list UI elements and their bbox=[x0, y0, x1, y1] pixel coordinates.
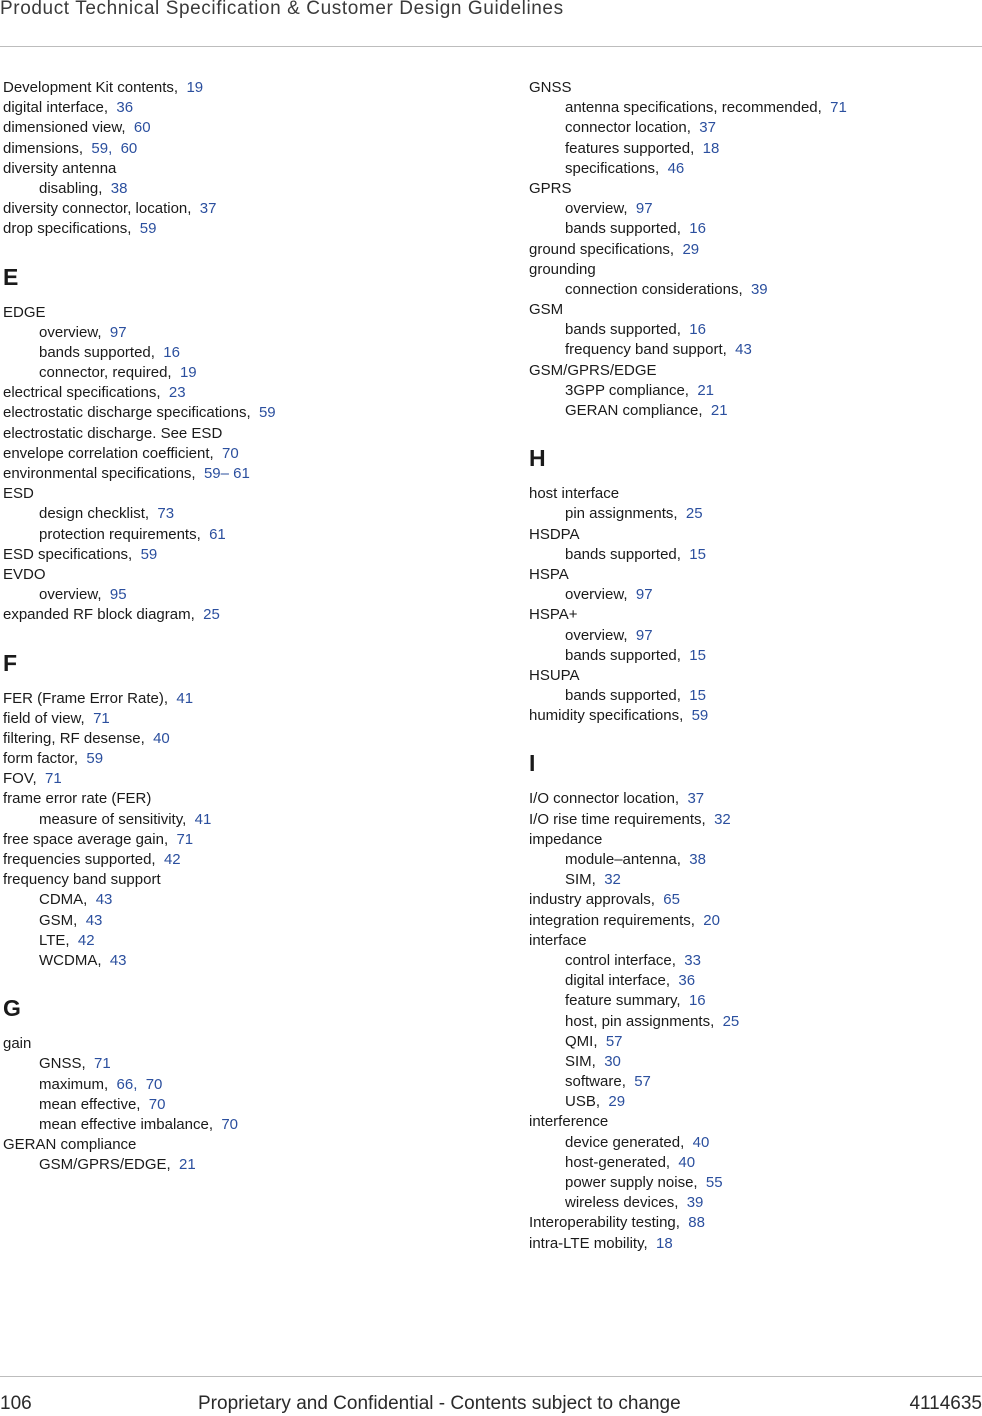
index-term: frequency band support bbox=[3, 871, 161, 889]
index-term: GSM/GPRS/EDGE, bbox=[39, 1156, 171, 1174]
index-term: electrical specifications, bbox=[3, 384, 161, 402]
page-reference-link[interactable]: 43 bbox=[735, 341, 752, 359]
page-reference-link[interactable]: 43 bbox=[95, 891, 113, 909]
confidentiality-notice: Proprietary and Confidential - Contents subject to change bbox=[198, 1393, 681, 1414]
page-reference-link[interactable]: 39 bbox=[686, 1194, 704, 1212]
index-term: measure of sensitivity, bbox=[39, 810, 187, 828]
page-reference-link[interactable]: 37 bbox=[699, 119, 716, 137]
page-reference-link[interactable]: 16 bbox=[689, 321, 706, 339]
index-term: control interface, bbox=[565, 951, 676, 969]
index-term: host interface bbox=[529, 485, 620, 503]
index-entry bbox=[3, 444, 463, 464]
index-entry bbox=[529, 179, 982, 199]
index-term: HSPA bbox=[529, 565, 569, 583]
page-reference-link[interactable]: 20 bbox=[703, 911, 720, 929]
page-reference-link[interactable]: 29 bbox=[682, 240, 700, 258]
index-term: overview, bbox=[565, 200, 628, 218]
index-entry bbox=[3, 830, 463, 850]
index-subentry bbox=[3, 525, 463, 545]
page-reference-link[interactable]: 38 bbox=[689, 851, 706, 868]
index-term: feature summary, bbox=[565, 992, 681, 1010]
page-reference-link[interactable]: 19 bbox=[186, 79, 204, 96]
page-reference-link[interactable]: 97 bbox=[635, 200, 653, 218]
index-column-right bbox=[529, 78, 982, 1254]
index-term: digital interface, bbox=[565, 972, 671, 990]
page-reference-link[interactable]: 42 bbox=[163, 851, 181, 868]
index-term: interference bbox=[529, 1113, 609, 1131]
page-reference-link[interactable]: 46 bbox=[667, 159, 685, 177]
index-subentry bbox=[3, 911, 463, 931]
index-term: bands supported, bbox=[39, 343, 155, 361]
index-subentry bbox=[529, 971, 982, 991]
index-term: digital interface, bbox=[3, 99, 109, 117]
index-subentry bbox=[529, 870, 982, 890]
index-subentry bbox=[529, 280, 982, 300]
index-subentry bbox=[529, 401, 982, 421]
index-term: GNSS, bbox=[39, 1055, 86, 1073]
index-term: connector, required, bbox=[39, 364, 172, 382]
page-reference-link[interactable]: 70 bbox=[145, 1075, 163, 1093]
page-reference-link[interactable]: 97 bbox=[635, 626, 653, 644]
index-term: intra-LTE mobility, bbox=[529, 1234, 648, 1252]
index-term: mean effective, bbox=[39, 1095, 141, 1113]
index-subentry bbox=[529, 504, 982, 524]
index-term: bands supported, bbox=[565, 321, 681, 339]
page-reference-link[interactable]: 16 bbox=[689, 220, 706, 238]
page-reference-link[interactable]: 29 bbox=[608, 1093, 626, 1111]
page-reference-link[interactable]: 23 bbox=[168, 384, 186, 402]
section-letter: H bbox=[529, 445, 546, 472]
page-reference-link[interactable]: 36 bbox=[116, 99, 134, 117]
index-term: expanded RF block diagram, bbox=[3, 606, 195, 624]
index-subentry bbox=[529, 991, 982, 1011]
page-reference-link[interactable]: 32 bbox=[714, 810, 731, 828]
page-reference-link[interactable]: 59 bbox=[139, 220, 157, 238]
page-reference-link[interactable]: 21 bbox=[697, 381, 714, 399]
index-subentry bbox=[529, 626, 982, 646]
index-entry: dimensions, 59, 60 bbox=[3, 139, 138, 157]
index-entry bbox=[3, 159, 463, 179]
section-letter: I bbox=[529, 750, 536, 777]
page-reference-link[interactable]: 41 bbox=[194, 810, 212, 828]
index-term: diversity connector, location, bbox=[3, 200, 192, 218]
index-term: field of view, bbox=[3, 709, 85, 727]
index-subentry bbox=[529, 1133, 982, 1153]
page-reference-link[interactable]: 59 bbox=[91, 139, 109, 157]
index-subentry bbox=[529, 340, 982, 360]
index-entry bbox=[3, 709, 463, 729]
page-reference-link[interactable]: 59 bbox=[258, 404, 276, 422]
page-reference-link[interactable]: 38 bbox=[110, 179, 128, 197]
index-term: bands supported, bbox=[565, 646, 681, 664]
index-term: grounding bbox=[529, 260, 596, 278]
index-subentry bbox=[529, 381, 982, 401]
index-term: connection considerations, bbox=[565, 280, 743, 298]
page-reference-link[interactable]: 36 bbox=[678, 972, 696, 990]
index-entry bbox=[3, 424, 463, 444]
index-term: connector location, bbox=[565, 119, 691, 137]
page-reference-link[interactable]: 55 bbox=[705, 1174, 723, 1191]
page-reference-link[interactable]: 30 bbox=[604, 1052, 621, 1070]
index-term: overview, bbox=[39, 323, 102, 341]
page-reference-link[interactable]: 18 bbox=[655, 1234, 673, 1252]
index-term: maximum, bbox=[39, 1075, 109, 1093]
index-term: FER (Frame Error Rate), bbox=[3, 689, 169, 707]
index-entry bbox=[3, 850, 463, 870]
index-term: overview, bbox=[39, 586, 102, 604]
index-term: frame error rate (FER) bbox=[3, 790, 152, 808]
index-entry bbox=[3, 1135, 463, 1155]
page-reference-link[interactable]: 59 bbox=[691, 707, 709, 725]
index-subentry bbox=[529, 199, 982, 219]
page-reference-link[interactable]: 18 bbox=[702, 139, 720, 157]
index-subentry bbox=[3, 1095, 463, 1115]
index-entry bbox=[3, 769, 463, 789]
index-term: GSM, bbox=[39, 911, 78, 929]
index-term: USB, bbox=[565, 1093, 601, 1111]
page-reference-link[interactable]: 21 bbox=[710, 402, 728, 419]
section-letter: E bbox=[3, 263, 19, 290]
page-reference-link[interactable]: 71 bbox=[176, 830, 194, 848]
page-reference-link[interactable]: 70 bbox=[222, 444, 239, 462]
index-term: EDGE bbox=[3, 303, 46, 321]
index-entry bbox=[529, 240, 982, 260]
index-entry bbox=[529, 1234, 982, 1254]
index-entry bbox=[529, 706, 982, 726]
page-reference-link[interactable]: 15 bbox=[689, 545, 706, 563]
page-number: 106 bbox=[0, 1393, 32, 1414]
section-letter: F bbox=[3, 649, 18, 676]
page-reference-link[interactable]: 57 bbox=[605, 1032, 623, 1050]
page-reference-link[interactable]: 70 bbox=[148, 1095, 166, 1113]
page-reference-link[interactable]: 97 bbox=[635, 586, 653, 604]
index-entry bbox=[529, 789, 982, 809]
index-subentry bbox=[529, 118, 982, 138]
index-subentry bbox=[529, 98, 982, 118]
index-subentry bbox=[529, 585, 982, 605]
index-term: form factor, bbox=[3, 750, 79, 768]
index-entry bbox=[3, 1034, 463, 1054]
index-entry bbox=[3, 303, 463, 323]
index-subentry bbox=[529, 850, 982, 870]
index-term: features supported, bbox=[565, 139, 695, 157]
index-term: impedance bbox=[529, 830, 603, 848]
index-term: ESD specifications, bbox=[3, 545, 133, 563]
document-title: Product Technical Specification & Customer Design Guidelines bbox=[0, 0, 564, 19]
page-reference-link[interactable]: 37 bbox=[687, 790, 705, 808]
page-reference-link[interactable]: 60 bbox=[120, 139, 138, 157]
index-term: humidity specifications, bbox=[529, 707, 684, 725]
index-entry bbox=[3, 749, 463, 769]
index-term: bands supported, bbox=[565, 220, 681, 238]
index-entry bbox=[529, 484, 982, 504]
page-reference-link[interactable]: 59– 61 bbox=[203, 465, 250, 482]
document-number: 4114635 bbox=[909, 1393, 982, 1414]
index-subentry bbox=[3, 323, 463, 343]
index-term: GERAN compliance bbox=[3, 1136, 137, 1154]
index-term: specifications, bbox=[565, 159, 660, 177]
index-term: Interoperability testing, bbox=[529, 1214, 680, 1232]
index-subentry bbox=[529, 159, 982, 179]
index-term: free space average gain, bbox=[3, 830, 169, 848]
index-subentry bbox=[529, 1193, 982, 1213]
index-entry bbox=[3, 199, 463, 219]
page-reference-link[interactable]: 19 bbox=[179, 364, 197, 382]
index-subentry bbox=[529, 545, 982, 565]
index-entry bbox=[529, 666, 982, 686]
section-letter: G bbox=[3, 995, 21, 1022]
index-term: Development Kit contents, bbox=[3, 79, 179, 96]
index-subentry bbox=[529, 646, 982, 666]
index-term: mean effective imbalance, bbox=[39, 1115, 213, 1133]
page-reference-link[interactable]: 59 bbox=[86, 750, 104, 768]
index-entry bbox=[3, 605, 463, 625]
index-entry bbox=[529, 810, 982, 830]
page-reference-link[interactable]: 43 bbox=[109, 951, 127, 969]
page-reference-link[interactable]: 43 bbox=[85, 911, 103, 929]
index-term: power supply noise, bbox=[565, 1174, 698, 1191]
index-term: envelope correlation coefficient, bbox=[3, 444, 214, 462]
index-subentry bbox=[3, 931, 463, 951]
index-term: overview, bbox=[565, 626, 628, 644]
page-reference-link[interactable]: 71 bbox=[830, 99, 847, 117]
index-subentry bbox=[3, 585, 463, 605]
index-term: host, pin assignments, bbox=[565, 1012, 715, 1030]
index-entry bbox=[529, 361, 982, 381]
index-term: GNSS bbox=[529, 79, 572, 96]
page-reference-link[interactable]: 33 bbox=[684, 951, 701, 969]
index-term: ESD bbox=[3, 485, 34, 503]
index-entry bbox=[529, 890, 982, 910]
index-term: gain bbox=[3, 1035, 32, 1053]
index-term: HSPA+ bbox=[529, 606, 578, 624]
index-entry bbox=[3, 383, 463, 403]
index-term: frequency band support, bbox=[565, 341, 727, 359]
index-subentry bbox=[529, 1153, 982, 1173]
page-reference-link[interactable]: 71 bbox=[94, 1055, 111, 1073]
index-entry bbox=[3, 78, 463, 98]
index-entry bbox=[3, 689, 463, 709]
page-reference-link[interactable]: 71 bbox=[93, 709, 110, 727]
index-term: SIM, bbox=[565, 871, 596, 889]
index-term: drop specifications, bbox=[3, 220, 132, 238]
page-reference-link[interactable]: 21 bbox=[179, 1156, 196, 1174]
index-term: FOV, bbox=[3, 770, 37, 788]
index-subentry bbox=[529, 686, 982, 706]
index-term: WCDMA, bbox=[39, 951, 102, 969]
index-subentry bbox=[3, 890, 463, 910]
page-reference-link[interactable]: 37 bbox=[199, 200, 217, 218]
index-subentry bbox=[529, 320, 982, 340]
index-subentry bbox=[3, 343, 463, 363]
page-reference-link[interactable]: 32 bbox=[604, 871, 621, 889]
index-term: wireless devices, bbox=[565, 1194, 679, 1212]
index-entry bbox=[3, 789, 463, 809]
index-subentry bbox=[529, 1092, 982, 1112]
index-term: filtering, RF desense, bbox=[3, 729, 145, 747]
index-term: LTE, bbox=[39, 931, 70, 949]
index-term: design checklist, bbox=[39, 505, 150, 523]
index-term: CDMA, bbox=[39, 891, 88, 909]
index-term: QMI, bbox=[565, 1032, 598, 1050]
index-term: device generated, bbox=[565, 1133, 685, 1151]
index-subentry bbox=[529, 139, 982, 159]
index-term: module–antenna, bbox=[565, 851, 681, 868]
index-entry bbox=[3, 729, 463, 749]
index-entry bbox=[529, 830, 982, 850]
page-reference-link[interactable]: 40 bbox=[153, 729, 170, 747]
index-entry bbox=[3, 464, 463, 484]
index-subentry bbox=[3, 504, 463, 524]
index-entry bbox=[529, 1112, 982, 1132]
index-term: GSM bbox=[529, 301, 564, 319]
page-reference-link[interactable]: 41 bbox=[176, 689, 194, 707]
page-reference-link[interactable]: 97 bbox=[109, 323, 127, 341]
page-reference-link[interactable]: 73 bbox=[157, 505, 175, 523]
index-term: electrostatic discharge. See ESD bbox=[3, 424, 223, 442]
page-reference-link[interactable]: 61 bbox=[209, 525, 226, 543]
index-subentry bbox=[3, 363, 463, 383]
index-term: host-generated, bbox=[565, 1153, 671, 1171]
index-entry bbox=[3, 484, 463, 504]
index-entry bbox=[529, 565, 982, 585]
index-term: overview, bbox=[565, 586, 628, 604]
index-subentry bbox=[3, 1155, 463, 1175]
index-subentry bbox=[3, 179, 463, 199]
index-entry bbox=[3, 98, 463, 118]
index-subentry bbox=[3, 1115, 463, 1135]
page-reference-link[interactable]: 95 bbox=[109, 586, 127, 604]
index-term: bands supported, bbox=[565, 545, 681, 563]
index-entry bbox=[529, 1213, 982, 1233]
index-entry bbox=[529, 260, 982, 280]
index-entry bbox=[3, 403, 463, 423]
page-reference-link[interactable]: 25 bbox=[685, 505, 703, 523]
index-term: bands supported, bbox=[565, 687, 681, 705]
footer-divider bbox=[0, 1376, 982, 1377]
page-reference-link[interactable]: 88 bbox=[688, 1214, 705, 1232]
index-term: EVDO bbox=[3, 565, 46, 583]
index-entry bbox=[529, 525, 982, 545]
index-subentry bbox=[529, 1052, 982, 1072]
page-reference-link[interactable]: 16 bbox=[163, 343, 180, 361]
index-subentry bbox=[529, 1072, 982, 1092]
index-subentry bbox=[529, 1012, 982, 1032]
index-term: GSM/GPRS/EDGE bbox=[529, 361, 657, 379]
index-term: frequencies supported, bbox=[3, 851, 156, 868]
index-term: integration requirements, bbox=[529, 911, 695, 929]
index-term: HSDPA bbox=[529, 525, 580, 543]
index-subentry bbox=[529, 951, 982, 971]
index-entry bbox=[529, 931, 982, 951]
page-reference-link[interactable]: 60 bbox=[133, 119, 151, 137]
index-term: industry approvals, bbox=[529, 891, 655, 909]
index-subentry bbox=[529, 1032, 982, 1052]
index-entry bbox=[3, 219, 463, 239]
page-reference-link[interactable]: 16 bbox=[688, 992, 706, 1010]
index-term: dimensioned view, bbox=[3, 119, 126, 137]
index-subentry: maximum, 66, 70 bbox=[39, 1075, 163, 1093]
index-column-left bbox=[3, 78, 463, 1175]
index-entry bbox=[529, 605, 982, 625]
index-subentry bbox=[3, 810, 463, 830]
index-subentry bbox=[3, 951, 463, 971]
index-entry bbox=[529, 300, 982, 320]
index-term: protection requirements, bbox=[39, 525, 201, 543]
page-reference-link[interactable]: 15 bbox=[689, 687, 706, 705]
index-term: I/O rise time requirements, bbox=[529, 810, 706, 828]
page-reference-link[interactable]: 42 bbox=[77, 931, 95, 949]
page-reference-link[interactable]: 65 bbox=[663, 891, 680, 909]
index-subentry bbox=[3, 1054, 463, 1074]
index-term: diversity antenna bbox=[3, 159, 117, 177]
index-entry bbox=[3, 565, 463, 585]
index-entry bbox=[3, 545, 463, 565]
index-term: GERAN compliance, bbox=[565, 402, 703, 419]
page-reference-link[interactable]: 15 bbox=[689, 646, 706, 664]
index-term: GPRS bbox=[529, 179, 572, 197]
page-reference-link[interactable]: 40 bbox=[678, 1153, 696, 1171]
page-reference-link[interactable]: 25 bbox=[203, 606, 220, 624]
page-reference-link[interactable]: 59 bbox=[140, 545, 158, 563]
index-term: pin assignments, bbox=[565, 505, 678, 523]
index-term: software, bbox=[565, 1073, 626, 1091]
index-term: disabling, bbox=[39, 179, 103, 197]
index-entry bbox=[529, 911, 982, 931]
index-entry bbox=[3, 870, 463, 890]
page-reference-link[interactable]: 71 bbox=[44, 770, 62, 788]
index-entry bbox=[3, 118, 463, 138]
index-term: dimensions, bbox=[3, 139, 84, 157]
page-reference-link[interactable]: 39 bbox=[750, 280, 768, 298]
page-reference-link[interactable]: 57 bbox=[634, 1073, 651, 1091]
index-term: 3GPP compliance, bbox=[565, 381, 689, 399]
index-subentry bbox=[529, 1173, 982, 1193]
index-term: antenna specifications, recommended, bbox=[565, 99, 822, 117]
index-term: interface bbox=[529, 931, 587, 949]
index-term: HSUPA bbox=[529, 666, 580, 684]
page-reference-link[interactable]: 70 bbox=[221, 1115, 239, 1133]
page-reference-link[interactable]: 40 bbox=[692, 1133, 710, 1151]
header-divider bbox=[0, 46, 982, 47]
index-entry bbox=[529, 78, 982, 98]
index-term: ground specifications, bbox=[529, 240, 675, 258]
page-reference-link[interactable]: 25 bbox=[722, 1012, 740, 1030]
index-term: SIM, bbox=[565, 1052, 596, 1070]
index-subentry bbox=[529, 219, 982, 239]
page-reference-link[interactable]: 66 bbox=[116, 1075, 134, 1093]
index-term: environmental specifications, bbox=[3, 465, 196, 482]
index-term: electrostatic discharge specifications, bbox=[3, 404, 251, 422]
index-term: I/O connector location, bbox=[529, 790, 680, 808]
